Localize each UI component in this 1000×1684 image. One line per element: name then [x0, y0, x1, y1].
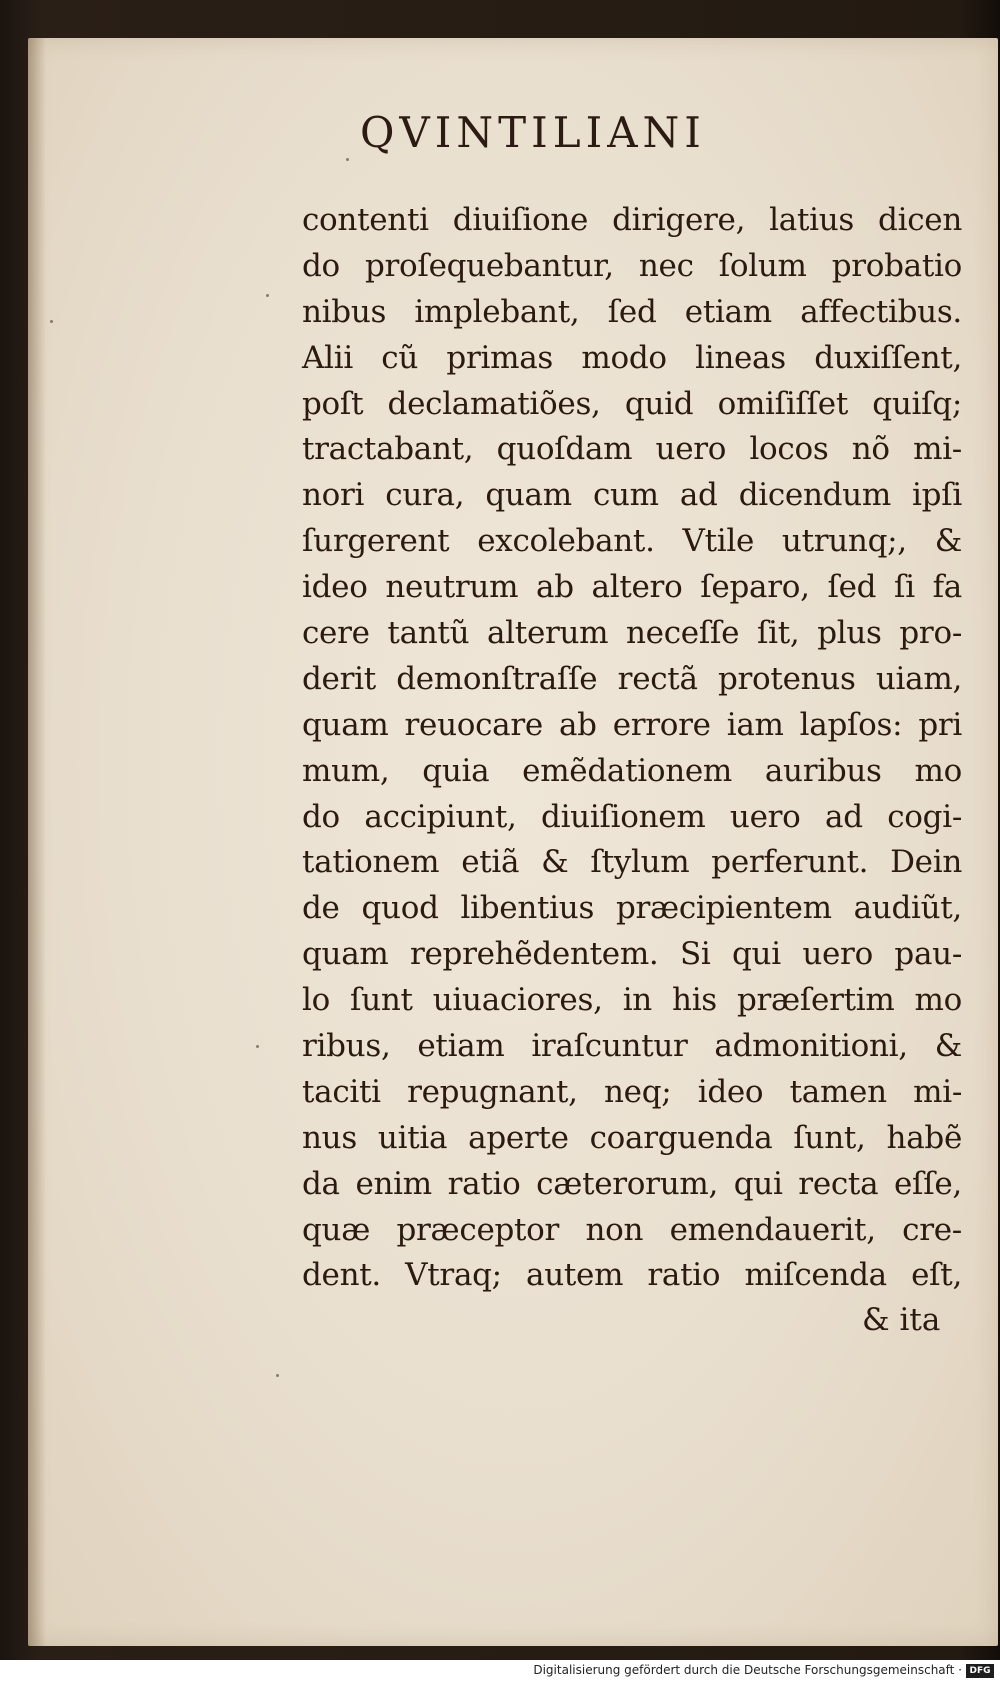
text-line: ſurgerent excolebant. Vtile utrunq;, & — [302, 523, 962, 560]
text-line: nus uitia aperte coarguenda ſunt, habẽ — [302, 1119, 962, 1156]
text-line: Alii cũ primas modo lineas duxiſſent, — [302, 339, 962, 376]
dfg-logo-icon: DFG — [966, 1664, 994, 1678]
running-head: QVINTILIANI — [360, 108, 706, 157]
text-line: derit demonſtraſſe rectã protenus uiam, — [302, 660, 962, 697]
text-line: ribus, etiam iraſcuntur admonitioni, & — [302, 1028, 962, 1065]
text-line: tractabant, quoſdam uero locos nõ mi- — [302, 431, 962, 468]
ink-speck — [50, 320, 53, 323]
ink-speck — [266, 294, 269, 297]
text-line: da enim ratio cæterorum, qui recta eſſe, — [302, 1165, 962, 1202]
text-line: cere tantũ alterum neceſſe ſit, plus pro- — [302, 615, 962, 652]
ink-speck — [346, 158, 349, 161]
catchword: & ita — [862, 1302, 941, 1338]
text-line: dent. Vtraq; autem ratio miſcenda eſt, — [302, 1257, 962, 1294]
text-line: nibus implebant, ſed etiam affectibus. — [302, 293, 962, 330]
text-line: do proſequebantur, nec ſolum probatio — [302, 247, 962, 284]
text-line: nori cura, quam cum ad dicendum ipſi — [302, 477, 962, 514]
text-line: quam reprehẽdentem. Si qui uero pau- — [302, 936, 962, 973]
text-line: de quod libentius præcipientem audiũt, — [302, 890, 962, 927]
text-line: mum, quia emẽdationem auribus mo — [302, 752, 962, 789]
funding-credit: Digitalisierung gefördert durch die Deutsche Forschungsgemeinschaft · — [533, 1663, 962, 1677]
text-line: taciti repugnant, neq; ideo tamen mi- — [302, 1073, 962, 1110]
text-line: quæ præceptor non emendauerit, cre- — [302, 1211, 962, 1248]
text-line: tationem etiã & ſtylum perferunt. Dein — [302, 844, 962, 881]
text-line: contenti diuiſione dirigere, latius dicen — [302, 202, 962, 238]
ink-speck — [276, 1374, 279, 1377]
body-text — [302, 198, 962, 1299]
ink-speck — [256, 1045, 259, 1048]
text-line: ideo neutrum ab altero ſeparo, ſed ſi fa — [302, 569, 962, 606]
text-line: do accipiunt, diuiſionem uero ad cogi- — [302, 798, 962, 835]
text-line: quam reuocare ab errore iam lapſos: pri — [302, 706, 962, 743]
text-line: poſt declamatiões, quid omiſiſſet quiſq; — [302, 385, 962, 422]
text-line: lo ſunt uiuaciores, in his præſertim mo — [302, 982, 962, 1019]
